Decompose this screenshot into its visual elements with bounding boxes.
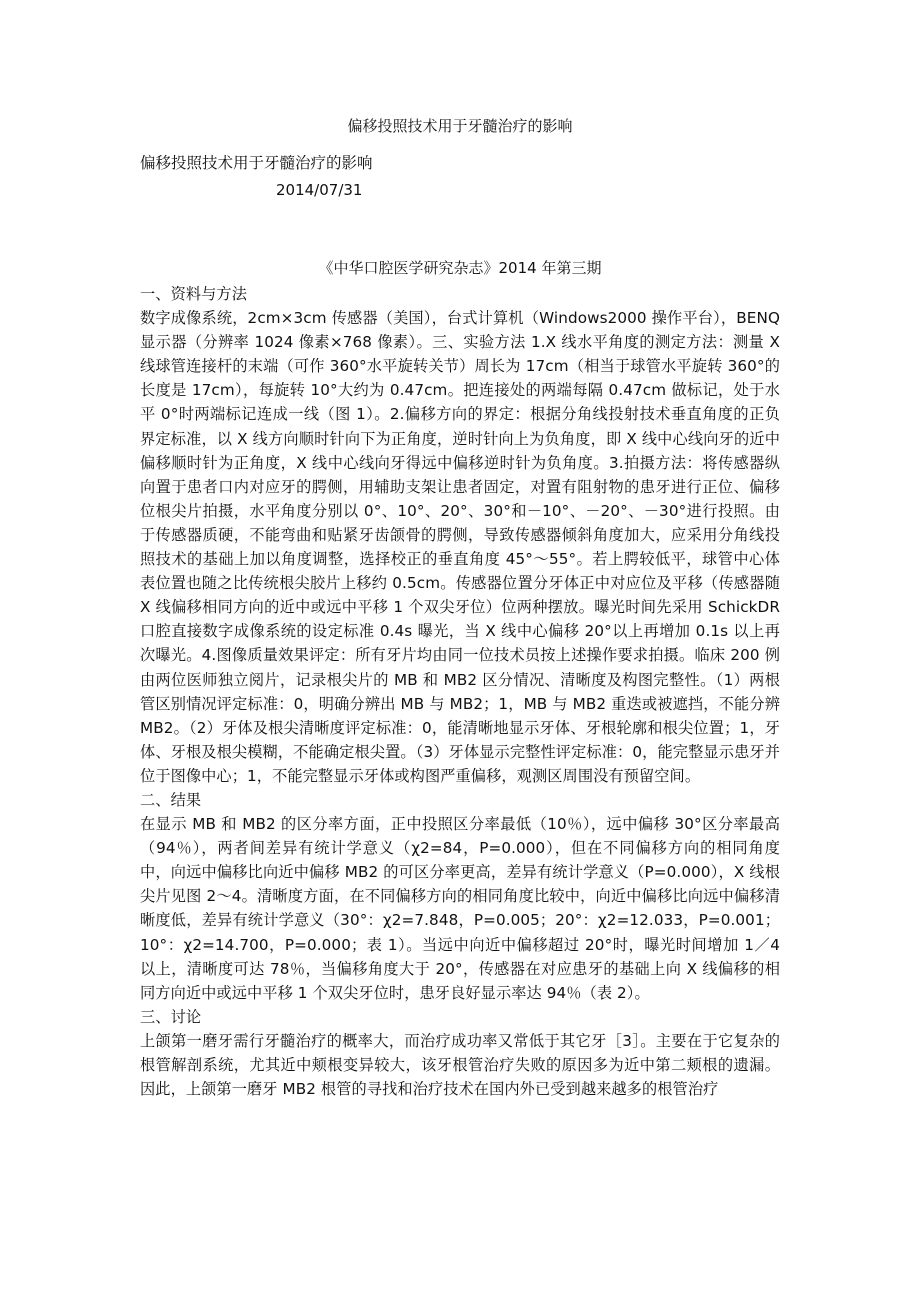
section-heading-methods: 一、资料与方法 bbox=[140, 285, 248, 303]
document-subtitle: 偏移投照技术用于牙髓治疗的影响 bbox=[140, 154, 373, 172]
section-text-discussion: 上颌第一磨牙需行牙髓治疗的概率大，而治疗成功率又常低于其它牙［3］。主要在于它复杂的根管解剖系统，尤其近中颊根变异较大，该牙根管治疗失败的原因多为近中第二颊根的遗漏。因此，上颌第一磨牙 MB2 根管的寻找和治疗技术在国内外已受到越来越多的根管治疗 bbox=[140, 1031, 780, 1099]
section-heading-results: 二、结果 bbox=[140, 790, 202, 809]
section-heading-discussion: 三、讨论 bbox=[140, 1007, 202, 1026]
article-body bbox=[140, 282, 780, 1101]
publish-date: 2014/07/31 bbox=[276, 181, 363, 199]
journal-source: 《中华口腔医学研究杂志》2014 年第三期 bbox=[318, 259, 602, 277]
document-title: 偏移投照技术用于牙髓治疗的影响 bbox=[347, 117, 573, 135]
section-text-results: 在显示 MB 和 MB2 的区分率方面，正中投照区分率最低（10％），远中偏移 30°区分率最高（94％），两者间差异有统计学意义（χ2=84，P=0.000），但在不同偏移方向的相同角度中，向远中偏移比向近中偏移 MB2 的可区分率更高，差异有统计学意义（P=0.000），X 线根尖片见图 2～4。清晰度方面，在不同偏移方向的相同角度比较中，向近中偏移比向远中偏移清晰度低，差异有统计学意义（30°：χ2=7.848，P=0.005；20°：χ2=12.033，P=0.001；10°：χ2=14.700，P=0.000；表 1）。当远中向近中偏移超过 20°时，曝光时间增加 1／4 以上，清晰度可达 78％，当偏移角度大于 20°，传感器在对应患牙的基础上向 X 线偏移的相同方向近中或远中平移 1 个双尖牙位时，患牙良好显示率达 94％（表 2）。 bbox=[140, 815, 780, 1002]
section-text-methods: 数字成像系统，2cm×3cm 传感器（美国），台式计算机（Windows2000 操作平台），BENQ 显示器（分辨率 1024 像素×768 像素）。三、实验方法 1.X 线水平角度的测定方法：测量 X 线球管连接杆的末端（可作 360°水平旋转关节）周长为 17cm（相当于球管水平旋转 360°的长度是 17cm），每旋转 10°大约为 0.47cm。把连接处的两端每隔 0.47cm 做标记，处于水平 0°时两端标记连成一线（图 1）。2.偏移方向的界定：根据分角线投射技术垂直角度的正负界定标准，以 X 线方向顺时针向下为正角度，逆时针向上为负角度，即 X 线中心线向牙的近中偏移顺时针为正角度，X 线中心线向牙得远中偏移逆时针为负角度。3.拍摄方法：将传感器纵向置于患者口内对应牙的腭侧，用辅助支架让患者固定，对置有阻射物的患牙进行正位、偏移位根尖片拍摄，水平角度分别以 0°、10°、20°、30°和－10°、－20°、－30°进行投照。由于传感器质硬，不能弯曲和贴紧牙齿颌骨的腭侧，导致传感器倾斜角度加大，应采用分角线投照技术的基础上加以角度调整，选择校正的垂直角度 45°～55°。若上腭较低平，球管中心体表位置也随之比传统根尖胶片上移约 0.5cm。传感器位置分牙体正中对应位及平移（传感器随 X 线偏移相同方向的近中或远中平移 1 个双尖牙位）位两种摆放。曝光时间先采用 SchickDR 口腔直接数字成像系统的设定标准 0.4s 曝光，当 X 线中心偏移 20°以上再增加 0.1s 以上再次曝光。4.图像质量效果评定：所有牙片均由同一位技术员按上述操作要求拍摄。临床 200 例由两位医师独立阅片，记录根尖片的 MB 和 MB2 区分情况、清晰度及构图完整性。（1）两根管区别情况评定标准：0，明确分辨出 MB 与 MB2；1，MB 与 MB2 重迭或被遮挡，不能分辨 MB2。（2）牙体及根尖清晰度评定标准：0，能清晰地显示牙体、牙根轮廓和根尖位置；1，牙体、牙根及根尖模糊，不能确定根尖置。（3）牙体显示完整性评定标准：0，能完整显示患牙并位于图像中心；1，不能完整显示牙体或构图严重偏移，观测区周围没有预留空间。 bbox=[140, 309, 780, 785]
